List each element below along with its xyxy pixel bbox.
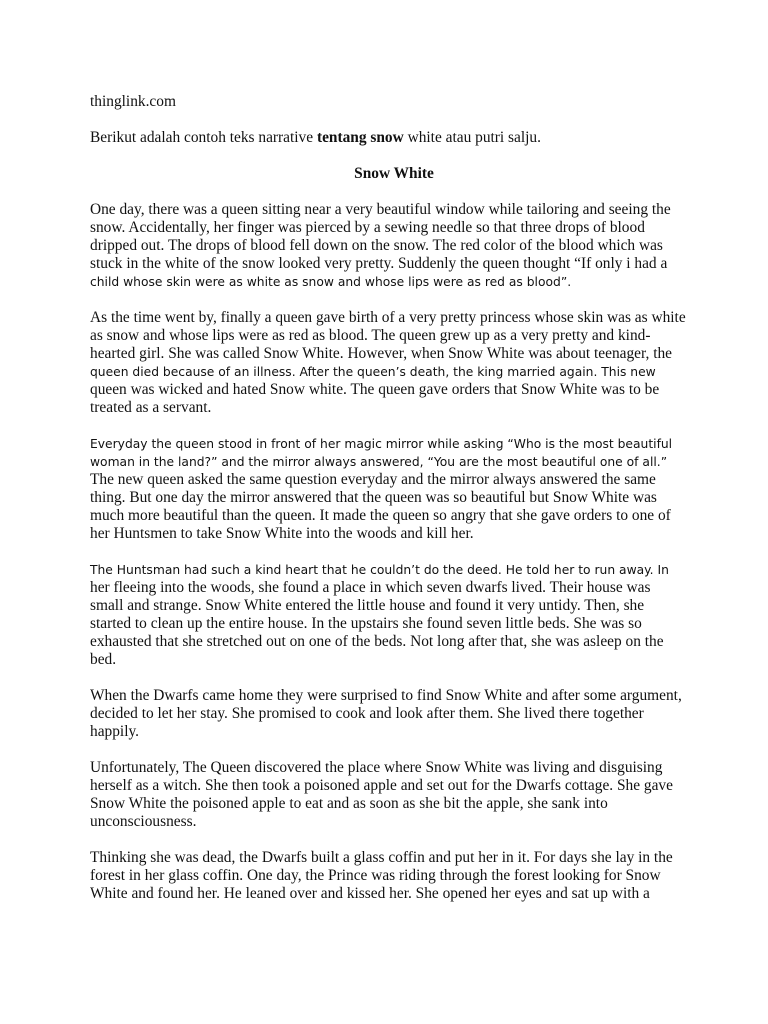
paragraph-line: child whose skin were as white as snow and whose lips were as red as blood”. [90, 275, 572, 289]
paragraph-line: Everyday the queen stood in front of her magic mirror while asking “Who is the most beautiful [90, 437, 673, 451]
paragraph-line: When the Dwarfs came home they were surprised to find Snow White and after some argument, [90, 687, 682, 704]
source-line: thinglink.com [90, 93, 176, 110]
paragraph-line: decided to let her stay. She promised to cook and look after them. She lived there together [90, 705, 644, 722]
paragraph-line: hearted girl. She was called Snow White. However, when Snow White was about teenager, the [90, 345, 673, 362]
paragraph-line: exhausted that she stretched out on one of the beds. Not long after that, she was asleep on the [90, 633, 664, 650]
story-paragraph [90, 561, 698, 669]
paragraph-line: much more beautiful than the queen. It made the queen so angry that she gave orders to one of [90, 507, 671, 524]
story-paragraph [90, 435, 698, 543]
paragraph-line: forest in her glass coffin. One day, the Prince was riding through the forest looking for Snow [90, 867, 661, 884]
paragraph-line: her fleeing into the woods, she found a place in which seven dwarfs lived. Their house was [90, 579, 651, 596]
story-paragraph [90, 849, 698, 903]
paragraph-line: The new queen asked the same question everyday and the mirror always answered the same [90, 471, 656, 488]
paragraph-line: One day, there was a queen sitting near a very beautiful window while tailoring and seeing the [90, 201, 671, 218]
paragraph-line: started to clean up the entire house. In the upstairs she found seven little beds. She was so [90, 615, 642, 632]
paragraph-line: thing. But one day the mirror answered that the queen was so beautiful but Snow White was [90, 489, 657, 506]
paragraph-line: The Huntsman had such a kind heart that he couldn’t do the deed. He told her to run away. In [90, 563, 669, 577]
paragraph-line: Unfortunately, The Queen discovered the place where Snow White was living and disguising [90, 759, 663, 776]
paragraph-line: treated as a servant. [90, 399, 212, 416]
paragraph-line: stuck in the white of the snow looked very pretty. Suddenly the queen thought “If only i had a [90, 255, 668, 272]
paragraph-line: Thinking she was dead, the Dwarfs built a glass coffin and put her in it. For days she lay in the [90, 849, 673, 866]
paragraph-line: herself as a witch. She then took a poisoned apple and set out for the Dwarfs cottage. She gave [90, 777, 673, 794]
paragraph-line: her Huntsmen to take Snow White into the woods and kill her. [90, 525, 474, 542]
paragraph-line: As the time went by, finally a queen gave birth of a very pretty princess whose skin was as white [90, 309, 686, 326]
paragraph-line: unconsciousness. [90, 813, 197, 830]
paragraph-line: dripped out. The drops of blood fell down on the snow. The red color of the blood which was [90, 237, 663, 254]
story-paragraph [90, 759, 698, 831]
paragraph-line: Snow White the poisoned apple to eat and as soon as she bit the apple, she sank into [90, 795, 608, 812]
intro-bold: tentang snow [316, 129, 404, 146]
story-paragraph [90, 309, 698, 417]
intro-after: white atau putri salju. [403, 129, 541, 146]
intro-before: Berikut adalah contoh teks narrative [90, 129, 317, 146]
paragraph-line: happily. [90, 723, 140, 740]
paragraph-line: woman in the land?” and the mirror always answered, “You are the most beautiful one of all.” [90, 455, 668, 469]
paragraph-line: bed. [90, 651, 117, 668]
story-paragraph [90, 201, 698, 291]
paragraph-line: queen died because of an illness. After the queen’s death, the king married again. This new [90, 365, 656, 379]
paragraph-line: as snow and whose lips were as red as blood. The queen grew up as a very pretty and kind- [90, 327, 651, 344]
paragraph-line: White and found her. He leaned over and kissed her. She opened her eyes and sat up with a [90, 885, 650, 902]
paragraph-line: snow. Accidentally, her finger was pierced by a sewing needle so that three drops of blood [90, 219, 645, 236]
story-paragraph [90, 687, 698, 741]
story-title: Snow White [354, 165, 434, 182]
story-body [90, 201, 698, 903]
paragraph-line: queen was wicked and hated Snow white. The queen gave orders that Snow White was to be [90, 381, 660, 398]
intro-line [90, 129, 698, 147]
paragraph-line: small and strange. Snow White entered the little house and found it very untidy. Then, she [90, 597, 645, 614]
